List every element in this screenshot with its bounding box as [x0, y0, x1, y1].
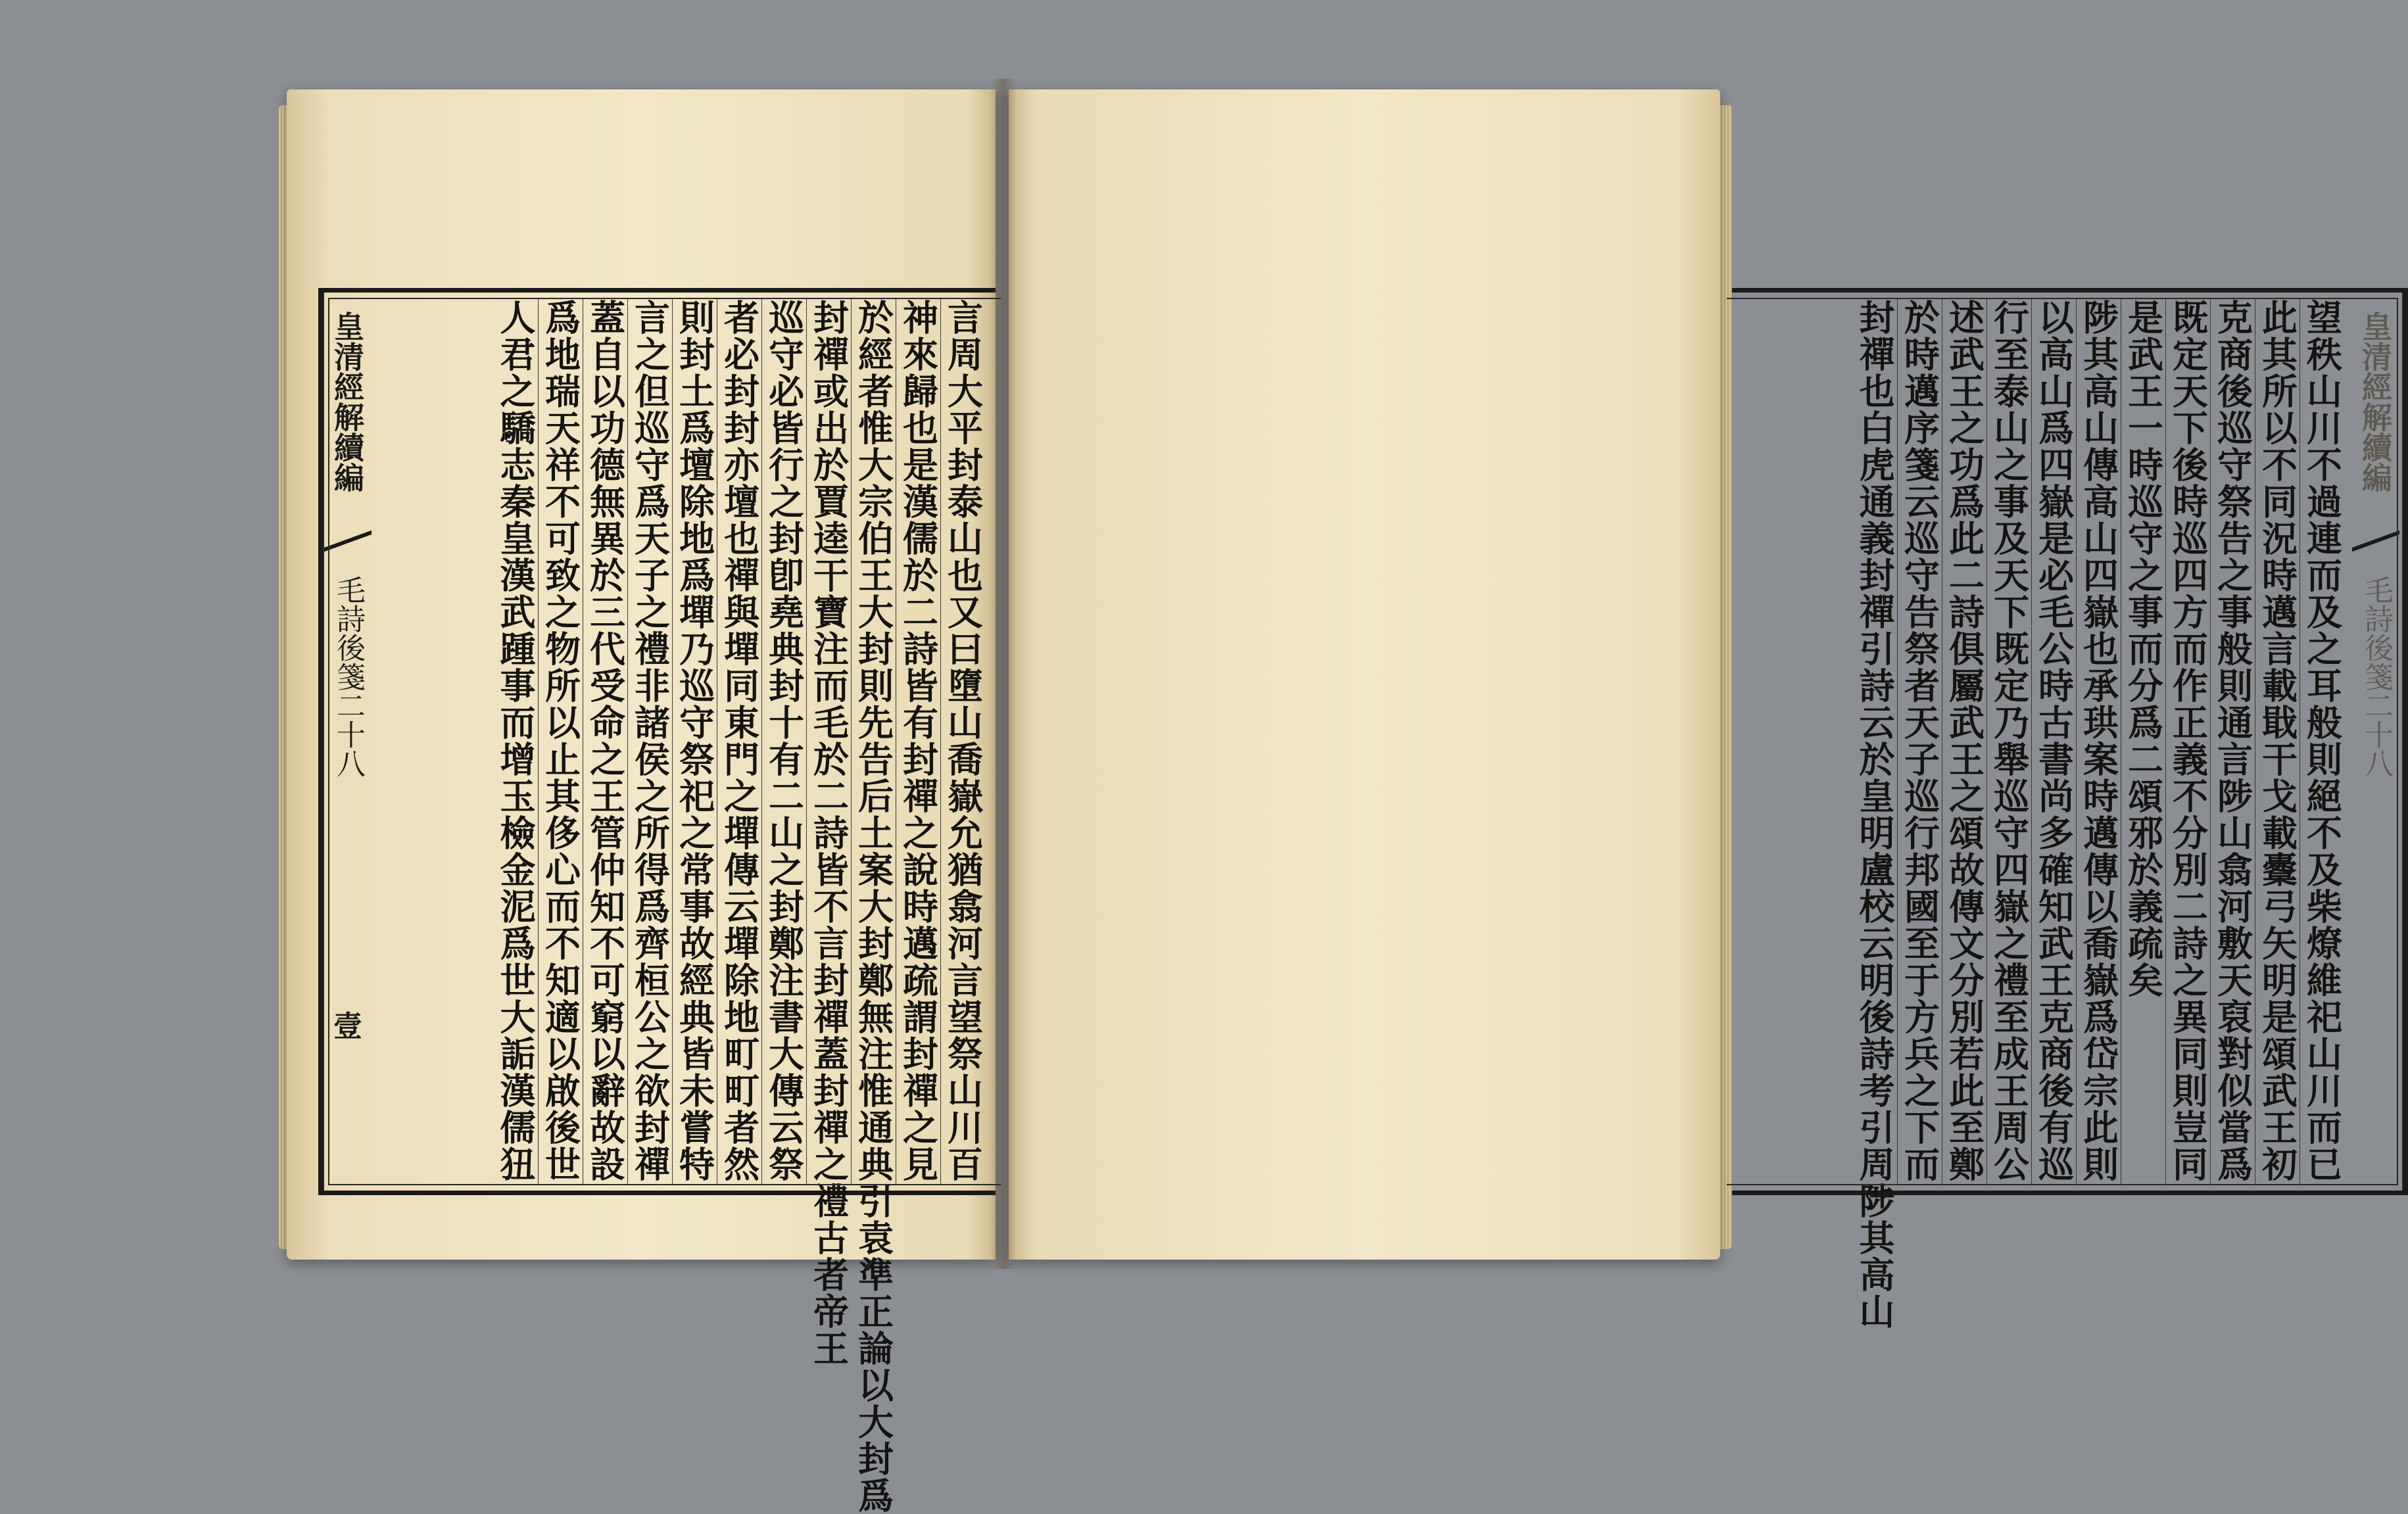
left-page: [287, 89, 996, 1514]
left-banxin-subtitle: 毛詩後箋二十八: [331, 575, 365, 778]
text-column: 言之但巡守爲天子之禮非諸侯之所得爲齊桓公之欲封禪: [627, 299, 672, 1184]
text-column: 於時邁序箋云巡守告祭者天子巡行邦國至于方兵之下而: [1897, 299, 1942, 1184]
text-column: 陟其高山傳高山四嶽也承珙案時邁傳以喬嶽爲岱宗此則: [2076, 299, 2121, 1184]
text-column: 以高山爲四嶽是必毛公時古書尚多確知武王克商後有巡: [2031, 299, 2076, 1184]
text-column: 行至泰山之事及天下既定乃舉巡守四嶽之禮至成王周公: [1987, 299, 2031, 1184]
text-column: 既定天下後時巡四方而作正義不分別二詩之異同則豈同: [2165, 299, 2210, 1184]
left-text-frame: [318, 288, 996, 1514]
left-center-column: [323, 293, 374, 1191]
text-column: 爲地瑞天祥不可致之物所以止其侈心而不知適以啟後世: [538, 299, 583, 1184]
book-gutter: [990, 79, 1017, 1269]
fish-tail-mark: [324, 529, 372, 553]
right-banxin-subtitle: 毛詩後箋二十八: [2359, 575, 2393, 778]
text-column: 述武王之功爲此二詩俱屬武王之頌故傳文分別若此至鄭: [1942, 299, 1987, 1184]
fish-tail-mark: [2352, 529, 2399, 553]
text-column: 人君之驕志秦皇漢武踵事而增玉檢金泥爲世大詬漢儒狃: [494, 299, 537, 1183]
text-column: 蓋自以功德無異於三代受命之王管仲知不可窮以辭故設: [583, 299, 627, 1184]
text-column: 於經者惟大宗伯王大封則先告后土案大封鄭無注惟通典引袁準正論以大封爲: [851, 299, 896, 1184]
right-text-frame: [1732, 288, 2408, 1330]
text-column: 巡守必皆行之封卽堯典封十有二山之封鄭注書大傳云祭: [761, 299, 806, 1184]
text-column: 封禪或出於賈逵干寶注而毛於二詩皆不言封禪蓋封禪之禮古者帝王: [806, 299, 851, 1184]
right-banxin-title: 皇清經解續編: [2357, 311, 2393, 492]
right-center-column: [2352, 293, 2403, 1191]
right-page: [1009, 89, 2393, 1330]
text-column: 是武王一時巡守之事而分爲二頌邪於義疏矣: [2121, 299, 2165, 1184]
text-column: 望秩山川不過連而及之耳般則絕不及柴燎維祀山川而已: [2300, 299, 2344, 1184]
left-text-columns: [385, 299, 985, 1514]
open-book: [287, 79, 2393, 1514]
text-column: 則封土爲壇除地爲墠乃巡守祭祀之常事故經典皆未嘗特: [672, 299, 717, 1184]
text-column: 封禪也白虎通義封禪引詩云於皇明盧校云明後詩考引周陟其高山: [1854, 299, 1896, 1330]
text-column: 言周大平封泰山也又曰墮山喬嶽允猶翕河言望祭山川百: [940, 299, 985, 1184]
left-page-number: 壹: [333, 1010, 362, 1043]
text-column: 此其所以不同況時邁言載戢干戈載櫜弓矢明是頌武王初: [2255, 299, 2300, 1184]
text-column: 克商後巡守祭告之事般則通言陟山翕河敷天裒對似當爲: [2210, 299, 2255, 1184]
left-banxin-title: 皇清經解續編: [329, 311, 365, 492]
right-text-columns: [1745, 299, 2344, 1330]
text-column: 神來歸也是漢儒於二詩皆有封禪之說時邁疏謂封禪之見: [896, 299, 940, 1184]
text-column: 者必封封亦壇也禪與墠同東門之墠傳云墠除地町町者然: [717, 299, 761, 1184]
